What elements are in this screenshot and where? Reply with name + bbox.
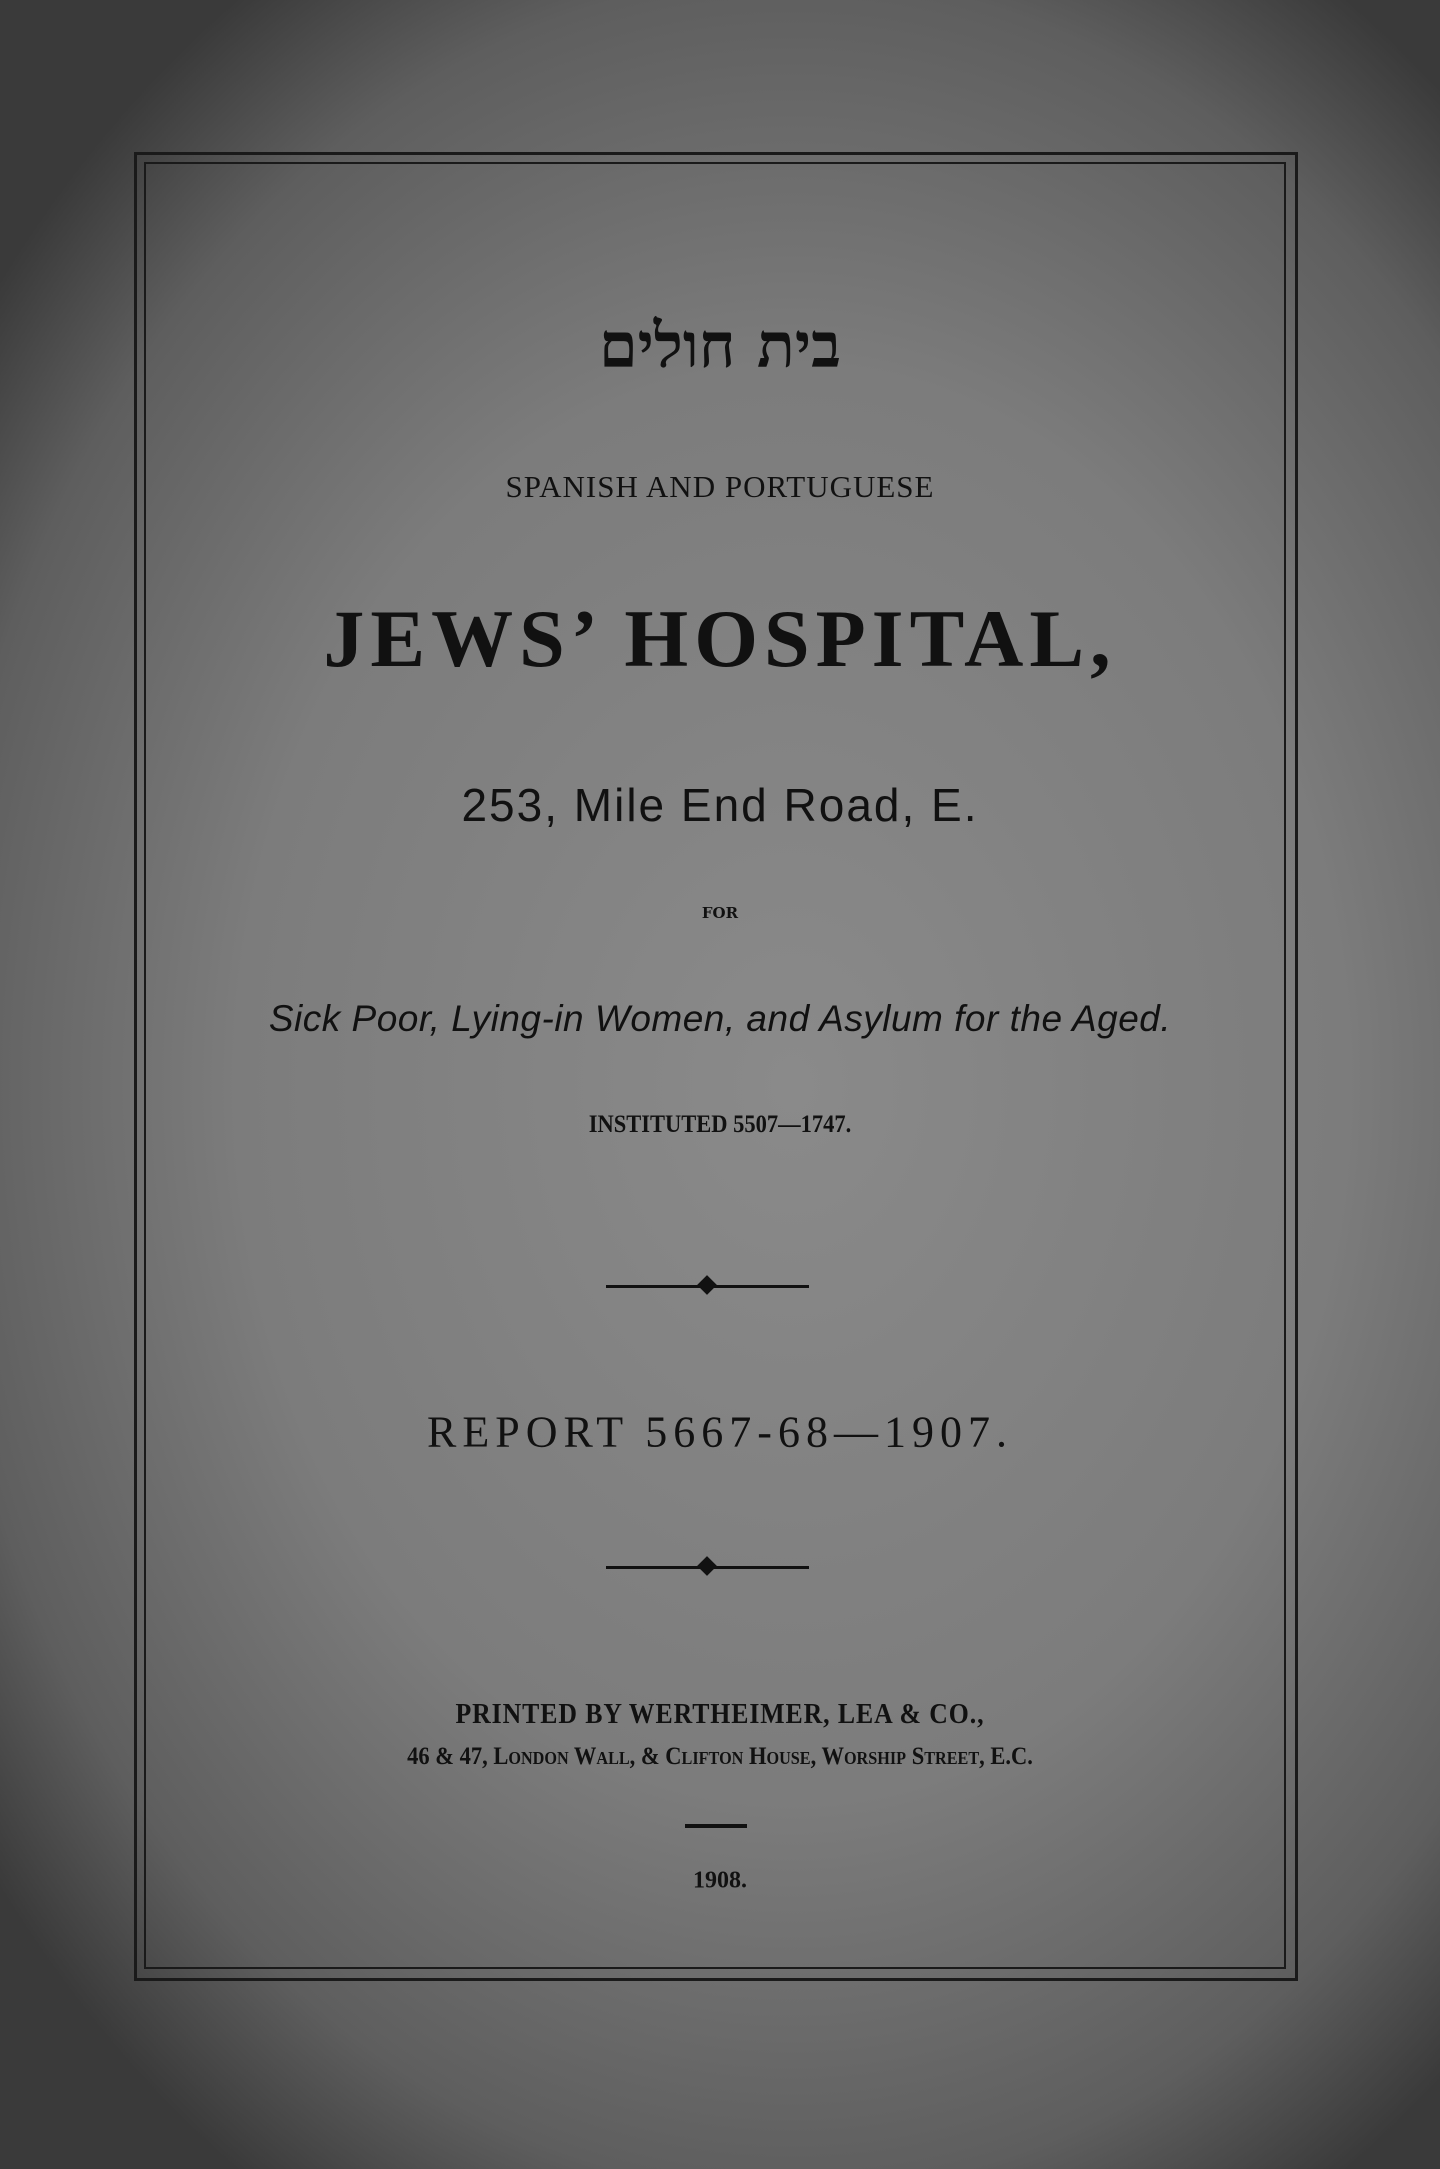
- main-title: JEWS’ HOSPITAL,: [323, 593, 1117, 684]
- ornament-divider: [606, 1285, 809, 1288]
- purpose: Sick Poor, Lying-in Women, and Asylum for the Aged.: [268, 998, 1172, 1039]
- subtitle: SPANISH AND PORTUGUESE: [505, 469, 935, 504]
- short-rule: [685, 1824, 747, 1828]
- ornament-divider: [606, 1566, 809, 1569]
- printer-address: 46 & 47, London Wall, & Clifton House, Worship Street, E.C.: [407, 1743, 1033, 1770]
- hebrew-title: בית חולים: [598, 309, 842, 382]
- inner-border: [144, 162, 1286, 1969]
- report-title: REPORT 5667-68—1907.: [427, 1407, 1013, 1457]
- address: 253, Mile End Road, E.: [461, 779, 979, 831]
- year: 1908.: [693, 1867, 747, 1894]
- for-label: FOR: [701, 904, 739, 922]
- printer: PRINTED BY WERTHEIMER, LEA & CO.,: [455, 1699, 985, 1730]
- instituted: INSTITUTED 5507—1747.: [588, 1111, 852, 1138]
